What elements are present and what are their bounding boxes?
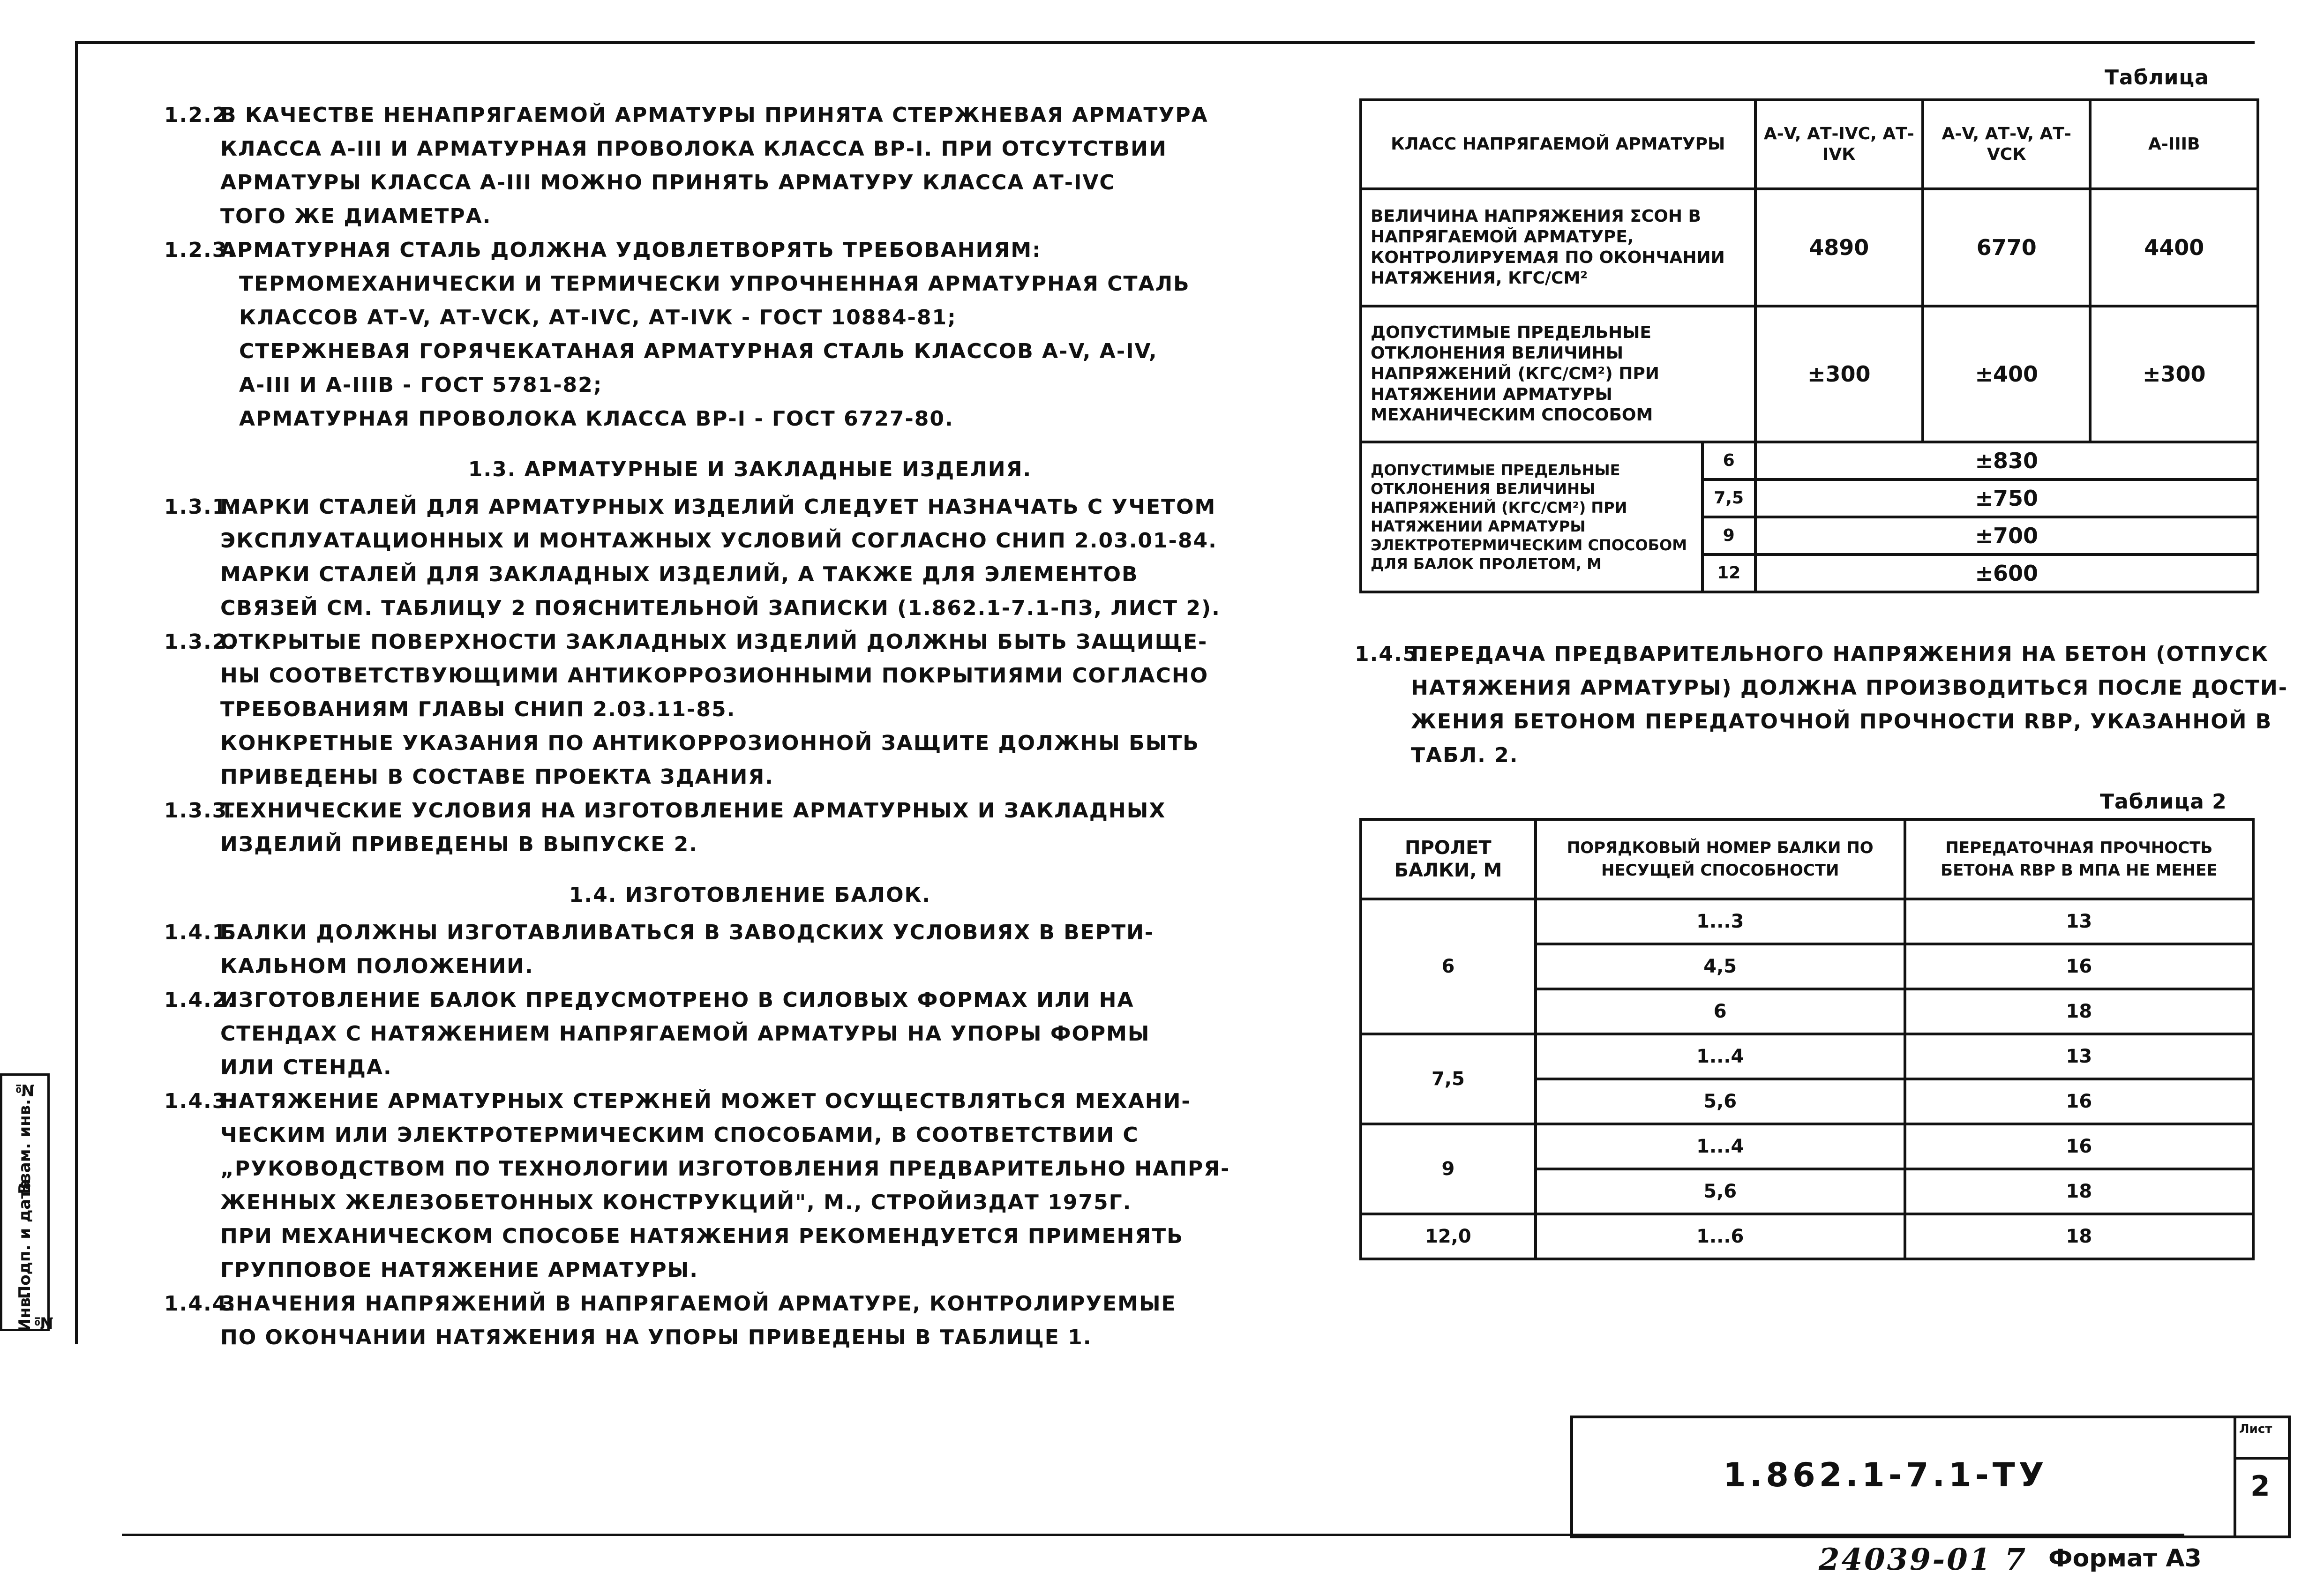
para-line: ТЕХНИЧЕСКИЕ УСЛОВИЯ НА ИЗГОТОВЛЕНИЕ АРМАТУРНЫХ И ЗАКЛАДНЫХ [220,799,1166,823]
table1-cell: ±830 [1755,442,2258,479]
para-line: НАТЯЖЕНИЕ АРМАТУРНЫХ СТЕРЖНЕЙ МОЖЕТ ОСУЩЕСТВЛЯТЬСЯ МЕХАНИ- [220,1089,1191,1113]
table2-cell: 1...3 [1536,899,1905,944]
side-stamp [0,1073,53,1332]
para-line: ТЕРМОМЕХАНИЧЕСКИ И ТЕРМИЧЕСКИ УПРОЧНЕННАЯ АРМАТУРНАЯ СТАЛЬ [239,272,1190,296]
table1-cell: 4400 [2090,189,2258,306]
table1-cell: 6770 [1923,189,2090,306]
para-line: КАЛЬНОМ ПОЛОЖЕНИИ. [220,954,534,978]
para-line: СТЕРЖНЕВАЯ ГОРЯЧЕКАТАНАЯ АРМАТУРНАЯ СТАЛЬ КЛАССОВ А-V, А-IV, [239,339,1158,363]
para-line: АРМАТУРНАЯ СТАЛЬ ДОЛЖНА УДОВЛЕТВОРЯТЬ ТРЕБОВАНИЯМ: [220,238,1042,262]
para-1-4-1 [164,916,1280,983]
table2-cell: 16 [1905,1079,2253,1124]
table2-header-cell: ПОРЯДКОВЫЙ НОМЕР БАЛКИ ПО НЕСУЩЕЙ СПОСОБНОСТИ [1536,819,1905,899]
table1-cell: ±300 [2090,306,2258,442]
para-line: ОТКРЫТЫЕ ПОВЕРХНОСТИ ЗАКЛАДНЫХ ИЗДЕЛИЙ ДОЛЖНЫ БЫТЬ ЗАЩИЩЕ- [220,630,1208,654]
para-line: ПЕРЕДАЧА ПРЕДВАРИТЕЛЬНОГО НАПРЯЖЕНИЯ НА БЕТОН (ОТПУСК [1411,642,2269,666]
para-1-3-1 [164,490,1280,625]
para-line: СВЯЗЕЙ СМ. ТАБЛИЦУ 2 ПОЯСНИТЕЛЬНОЙ ЗАПИСКИ (1.862.1-7.1-ПЗ, ЛИСТ 2). [220,596,1221,620]
table2-cell: 4,5 [1536,944,1905,989]
table2-cell: 18 [1905,1169,2253,1214]
para-line: ИЛИ СТЕНДА. [220,1056,392,1079]
drawing-code: 1.862.1-7.1-ТУ [1723,1456,2048,1494]
para-line: ГРУППОВОЕ НАТЯЖЕНИЕ АРМАТУРЫ. [220,1258,698,1282]
table1-span-cell: 7,5 [1702,479,1755,517]
table2-cell: 16 [1905,944,2253,989]
table2-header-cell: ПРОЛЕТ БАЛКИ, М [1361,819,1536,899]
para-line: КЛАССОВ АТ-V, АТ-VСК, АТ-IVС, АТ-IVК - ГОСТ 10884-81; [239,306,957,330]
para-line: АРМАТУРЫ КЛАССА А-III МОЖНО ПРИНЯТЬ АРМАТУРУ КЛАССА АТ-IVС [220,171,1116,195]
title-block [1570,1416,2239,1538]
para-line: МАРКИ СТАЛЕЙ ДЛЯ АРМАТУРНЫХ ИЗДЕЛИЙ СЛЕДУЕТ НАЗНАЧАТЬ С УЧЕТОМ [220,495,1216,519]
para-line: ТОГО ЖЕ ДИАМЕТРА. [220,204,492,228]
frame-top-line [75,41,2255,44]
side-stamp-label-2: Подп. и дата [15,1179,34,1299]
para-number: 1.4.2. [164,988,236,1012]
table2-caption: Таблица 2 [2100,790,2227,814]
para-line: ЧЕСКИМ ИЛИ ЭЛЕКТРОТЕРМИЧЕСКИМ СПОСОБАМИ, В СООТВЕТСТВИИ С [220,1123,1139,1147]
para-line: АРМАТУРНАЯ ПРОВОЛОКА КЛАССА ВР-I - ГОСТ 6727-80. [239,407,954,431]
table1-span-cell: 9 [1702,517,1755,554]
side-stamp-label-1: Взам. инв.№ [15,1080,34,1194]
table2-cell: 1...4 [1536,1034,1905,1079]
table1-header-cell: КЛАСС НАПРЯГАЕМОЙ АРМАТУРЫ [1361,100,1755,189]
para-number: 1.4.5. [1355,642,1427,666]
para-number: 1.2.3. [164,238,236,262]
para-line: ТАБЛ. 2. [1411,743,1519,767]
table2-span-cell: 9 [1361,1124,1536,1214]
table2-cell: 1...6 [1536,1214,1905,1259]
para-line: ЖЕННЫХ ЖЕЛЕЗОБЕТОННЫХ КОНСТРУКЦИЙ", М., СТРОЙИЗДАТ 1975Г. [220,1191,1132,1214]
para-line: СТЕНДАХ С НАТЯЖЕНИЕМ НАПРЯГАЕМОЙ АРМАТУРЫ НА УПОРЫ ФОРМЫ [220,1022,1150,1046]
para-1-4-2 [164,983,1280,1085]
sheet-box [2234,1416,2291,1538]
para-line: НЫ СООТВЕТСТВУЮЩИМИ АНТИКОРРОЗИОННЫМИ ПОКРЫТИЯМИ СОГЛАСНО [220,664,1209,688]
para-number: 1.4.4. [164,1292,236,1316]
para-line: КЛАССА А-III И АРМАТУРНАЯ ПРОВОЛОКА КЛАССА ВР-I. ПРИ ОТСУТСТВИИ [220,137,1167,161]
para-line: ЖЕНИЯ БЕТОНОМ ПЕРЕДАТОЧНОЙ ПРОЧНОСТИ RВР, УКАЗАННОЙ В [1411,710,2272,734]
para-line: БАЛКИ ДОЛЖНЫ ИЗГОТАВЛИВАТЬСЯ В ЗАВОДСКИХ УСЛОВИЯХ В ВЕРТИ- [220,921,1155,944]
para-line: ЗНАЧЕНИЯ НАПРЯЖЕНИЙ В НАПРЯГАЕМОЙ АРМАТУРЕ, КОНТРОЛИРУЕМЫЕ [220,1292,1177,1316]
para-line: ИЗДЕЛИЙ ПРИВЕДЕНЫ В ВЫПУСКЕ 2. [220,832,698,856]
side-stamp-label-3: Инв.№ [15,1291,53,1332]
table2-cell: 5,6 [1536,1169,1905,1214]
para-line: А-III И А-IIIВ - ГОСТ 5781-82; [239,373,603,397]
table1-caption: Таблица [2105,66,2209,90]
para-line: „РУКОВОДСТВОМ ПО ТЕХНОЛОГИИ ИЗГОТОВЛЕНИЯ ПРЕДВАРИТЕЛЬНО НАПРЯ- [220,1157,1230,1181]
table2-cell: 16 [1905,1124,2253,1169]
table2-header-cell: ПЕРЕДАТОЧНАЯ ПРОЧНОСТЬ БЕТОНА RВР В МПА НЕ МЕНЕЕ [1905,819,2253,899]
para-number: 1.3.2. [164,630,236,654]
para-number: 1.3.3. [164,799,236,823]
table1-cell: ±400 [1923,306,2090,442]
para-line: ЭКСПЛУАТАЦИОННЫХ И МОНТАЖНЫХ УСЛОВИЙ СОГЛАСНО СНИП 2.03.01-84. [220,529,1217,553]
para-number: 1.4.3. [164,1089,236,1113]
left-text-column [164,98,1280,1355]
table2-cell: 18 [1905,1214,2253,1259]
table1-row-label: ДОПУСТИМЫЕ ПРЕДЕЛЬНЫЕ ОТКЛОНЕНИЯ ВЕЛИЧИНЫ НАПРЯЖЕНИЙ (КГС/СМ²) ПРИ НАТЯЖЕНИИ АРМАТУРЫ ЭЛЕКТРОТЕРМИЧЕСКИМ СПОСОБОМ ДЛЯ БАЛОК ПРОЛЕТОМ, М [1361,442,1702,592]
para-line: НАТЯЖЕНИЯ АРМАТУРЫ) ДОЛЖНА ПРОИЗВОДИТЬСЯ ПОСЛЕ ДОСТИ- [1411,676,2288,700]
para-number: 1.4.1. [164,921,236,944]
inventory-number: 24039-01 7 [1819,1542,2028,1577]
para-1-2-3 [164,233,1280,436]
table1-cell: 4890 [1755,189,1923,306]
table1-span-cell: 6 [1702,442,1755,479]
para-1-3-2 [164,625,1280,794]
para-line: КОНКРЕТНЫЕ УКАЗАНИЯ ПО АНТИКОРРОЗИОННОЙ ЗАЩИТЕ ДОЛЖНЫ БЫТЬ [220,731,1199,755]
para-1-3-3 [164,794,1280,861]
para-number: 1.2.2. [164,103,236,127]
section-heading-1-3: 1.3. АРМАТУРНЫЕ И ЗАКЛАДНЫЕ ИЗДЕЛИЯ. [468,457,1032,481]
para-line: ПРИВЕДЕНЫ В СОСТАВЕ ПРОЕКТА ЗДАНИЯ. [220,765,774,789]
table2-span-cell: 7,5 [1361,1034,1536,1124]
para-line: ПРИ МЕХАНИЧЕСКОМ СПОСОБЕ НАТЯЖЕНИЯ РЕКОМЕНДУЕТСЯ ПРИМЕНЯТЬ [220,1224,1184,1248]
sheet-label: Лист [2239,1422,2272,1436]
para-1-4-5 [1355,637,2288,772]
table1-cell: ±300 [1755,306,1923,442]
para-1-4-3 [164,1085,1280,1287]
table1-cell: ±750 [1755,479,2258,517]
para-1-4-4 [164,1287,1280,1355]
table1-cell: ±600 [1755,554,2258,592]
para-line: ИЗГОТОВЛЕНИЕ БАЛОК ПРЕДУСМОТРЕНО В СИЛОВЫХ ФОРМАХ ИЛИ НА [220,988,1134,1012]
para-line: ПО ОКОНЧАНИИ НАТЯЖЕНИЯ НА УПОРЫ ПРИВЕДЕНЫ В ТАБЛИЦЕ 1. [220,1326,1092,1349]
table1-header-cell: А-IIIВ [2090,100,2258,189]
para-1-2-2 [164,98,1280,233]
para-line: В КАЧЕСТВЕ НЕНАПРЯГАЕМОЙ АРМАТУРЫ ПРИНЯТА СТЕРЖНЕВАЯ АРМАТУРА [220,103,1208,127]
para-line: МАРКИ СТАЛЕЙ ДЛЯ ЗАКЛАДНЫХ ИЗДЕЛИЙ, А ТАКЖЕ ДЛЯ ЭЛЕМЕНТОВ [220,562,1139,586]
frame-left-line [75,41,78,1344]
table1-row-label: ДОПУСТИМЫЕ ПРЕДЕЛЬНЫЕ ОТКЛОНЕНИЯ ВЕЛИЧИНЫ НАПРЯЖЕНИЙ (КГС/СМ²) ПРИ НАТЯЖЕНИИ АРМАТУРЫ МЕХАНИЧЕСКИМ СПОСОБОМ [1361,306,1755,442]
table1-span-cell: 12 [1702,554,1755,592]
section-heading-1-4: 1.4. ИЗГОТОВЛЕНИЕ БАЛОК. [569,883,931,907]
table1-cell: ±700 [1755,517,2258,554]
table1-header-cell: А-V, АТ-IVС, АТ-IVК [1755,100,1923,189]
table2-cell: 18 [1905,989,2253,1034]
table2-cell: 13 [1905,1034,2253,1079]
sheet-number: 2 [2250,1470,2270,1503]
table1-header-cell: А-V, АТ-V, АТ-VСК [1923,100,2090,189]
para-line: ТРЕБОВАНИЯМ ГЛАВЫ СНИП 2.03.11-85. [220,697,736,721]
table1-row-label: ВЕЛИЧИНА НАПРЯЖЕНИЯ ΣСОН В НАПРЯГАЕМОЙ АРМАТУРЕ, КОНТРОЛИРУЕМАЯ ПО ОКОНЧАНИИ НАТЯЖЕНИЯ, КГС/СМ² [1361,189,1755,306]
table-1 [1359,98,2259,593]
table2-cell: 1...4 [1536,1124,1905,1169]
table2-cell: 5,6 [1536,1079,1905,1124]
table2-span-cell: 12,0 [1361,1214,1536,1259]
table2-span-cell: 6 [1361,899,1536,1034]
para-number: 1.3.1. [164,495,236,519]
format-label: Формат А3 [2048,1544,2202,1573]
table-2 [1359,818,2255,1260]
table2-cell: 13 [1905,899,2253,944]
table2-cell: 6 [1536,989,1905,1034]
